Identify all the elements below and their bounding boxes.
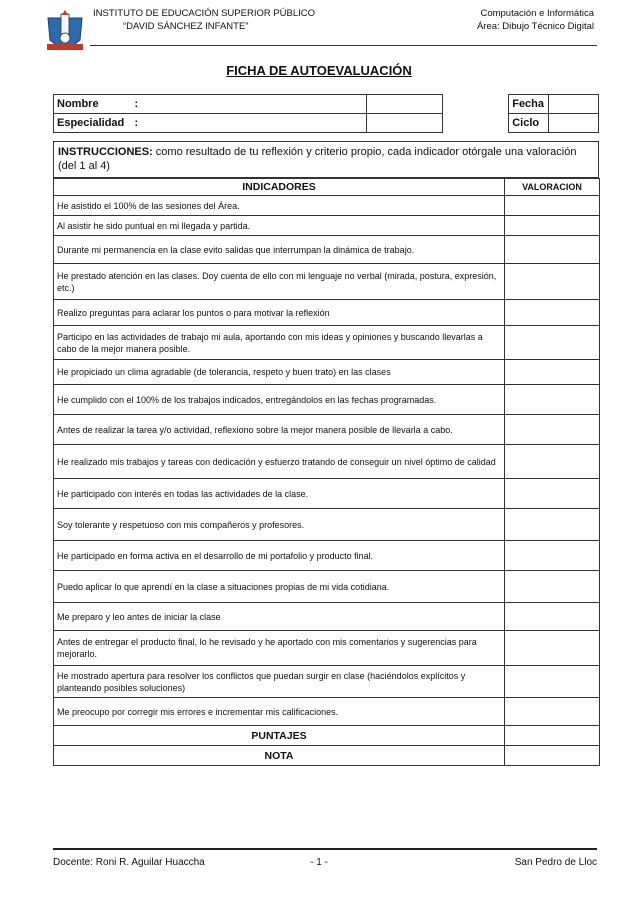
- indicator-score-cell[interactable]: [505, 300, 600, 326]
- name-row: [54, 95, 599, 114]
- grade-label: NOTA: [54, 746, 505, 766]
- indicator-row: [54, 445, 600, 479]
- indicator-score-cell[interactable]: [505, 360, 600, 385]
- indicator-score-cell[interactable]: [505, 541, 600, 571]
- institute-logo-icon: [44, 10, 86, 56]
- indicator-text: He participado en forma activa en el desarrollo de mi portafolio y producto final.: [54, 541, 505, 571]
- institution-subname: “DAVID SÁNCHEZ INFANTE”: [123, 21, 249, 32]
- indicator-score-cell[interactable]: [505, 415, 600, 445]
- grade-value-cell[interactable]: [505, 746, 600, 766]
- name-label: Nombre: [54, 95, 135, 114]
- indicator-row: [54, 666, 600, 698]
- indicator-row: [54, 360, 600, 385]
- student-info-table: [53, 94, 599, 133]
- indicators-table: [53, 178, 600, 766]
- institution-name: INSTITUTO DE EDUCACIÓN SUPERIOR PÚBLICO: [93, 8, 316, 19]
- indicator-score-cell[interactable]: [505, 631, 600, 666]
- total-scores-value-cell[interactable]: [505, 726, 600, 746]
- indicator-row: [54, 698, 600, 726]
- indicator-text: Antes de entregar el producto final, lo he revisado y he aportado con mis comentarios y sugerencias para mejorarlo.: [54, 631, 505, 666]
- name-colon: :: [135, 95, 367, 114]
- indicator-text: He asistido el 100% de las sesiones del Área.: [54, 196, 505, 216]
- specialty-label: Especialidad: [54, 114, 135, 133]
- indicator-text: Participo en las actividades de trabajo mi aula, aportando con mis ideas y opiniones y buscando llevarlas a cabo de la mejor manera posible.: [54, 326, 505, 360]
- indicator-text: Antes de realizar la tarea y/o actividad, reflexiono sobre la mejor manera posible de llevarla a cabo.: [54, 415, 505, 445]
- indicator-row: [54, 603, 600, 631]
- indicator-text: Al asistir he sido puntual en mi llegada y partida.: [54, 216, 505, 236]
- spacer-cell: [443, 95, 509, 114]
- indicator-score-cell[interactable]: [505, 509, 600, 541]
- specialty-row: [54, 114, 599, 133]
- teacher-name: Docente: Roni R. Aguilar Huaccha: [53, 857, 205, 868]
- name-field-extra[interactable]: [367, 95, 443, 114]
- indicator-text: He cumplido con el 100% de los trabajos indicados, entregándolos en las fechas programadas.: [54, 385, 505, 415]
- indicator-text: Soy tolerante y respetuoso con mis compañeros y profesores.: [54, 509, 505, 541]
- indicator-text: He propiciado un clima agradable (de tolerancia, respeto y buen trato) en las clases: [54, 360, 505, 385]
- indicator-text: Realizo preguntas para aclarar los puntos o para motivar la reflexión: [54, 300, 505, 326]
- grade-row: [54, 746, 600, 766]
- instructions-label: INSTRUCCIONES:: [58, 146, 153, 158]
- indicator-row: [54, 479, 600, 509]
- total-scores-row: [54, 726, 600, 746]
- instructions-text: como resultado de tu reflexión y criterio propio, cada indicador otórgale una valoración (del 1 al 4): [58, 146, 577, 172]
- instructions-box: [53, 141, 599, 178]
- indicator-row: [54, 385, 600, 415]
- spacer-cell: [443, 114, 509, 133]
- indicator-score-cell[interactable]: [505, 666, 600, 698]
- indicator-row: [54, 415, 600, 445]
- indicators-header-row: [54, 179, 600, 196]
- indicator-row: [54, 196, 600, 216]
- indicator-text: Puedo aplicar lo que aprendí en la clase a situaciones propias de mi vida cotidiana.: [54, 571, 505, 603]
- indicator-score-cell[interactable]: [505, 236, 600, 264]
- indicator-score-cell[interactable]: [505, 264, 600, 300]
- area-name: Área: Dibujo Técnico Digital: [476, 21, 594, 32]
- indicators-column-header: INDICADORES: [54, 179, 505, 196]
- indicator-text: He participado con interés en todas las actividades de la clase.: [54, 479, 505, 509]
- indicator-row: [54, 571, 600, 603]
- cycle-label: Ciclo: [509, 114, 549, 133]
- indicator-text: He prestado atención en las clases. Doy cuenta de ello con mi lenguaje no verbal (mirada, postura, expresión, etc.): [54, 264, 505, 300]
- indicator-row: [54, 631, 600, 666]
- indicator-score-cell[interactable]: [505, 196, 600, 216]
- footer-divider: [53, 848, 597, 850]
- indicator-score-cell[interactable]: [505, 571, 600, 603]
- indicator-row: [54, 236, 600, 264]
- indicator-score-cell[interactable]: [505, 445, 600, 479]
- indicator-row: [54, 216, 600, 236]
- indicator-score-cell[interactable]: [505, 479, 600, 509]
- location: San Pedro de Lloc: [514, 857, 597, 868]
- indicator-text: He mostrado apertura para resolver los conflictos que puedan surgir en clase (haciéndolos explícitos y planteando posibles soluciones): [54, 666, 505, 698]
- indicator-row: [54, 541, 600, 571]
- total-scores-label: PUNTAJES: [54, 726, 505, 746]
- indicator-text: Me preparo y leo antes de iniciar la clase: [54, 603, 505, 631]
- indicator-text: Durante mi permanencia en la clase evito salidas que interrumpan la dinámica de trabajo.: [54, 236, 505, 264]
- cycle-field[interactable]: [549, 114, 599, 133]
- indicator-row: [54, 264, 600, 300]
- indicator-row: [54, 300, 600, 326]
- indicator-text: He realizado mis trabajos y tareas con dedicación y esfuerzo tratando de conseguir un nivel óptimo de calidad: [54, 445, 505, 479]
- specialty-field-extra[interactable]: [367, 114, 443, 133]
- indicator-score-cell[interactable]: [505, 385, 600, 415]
- date-field[interactable]: [549, 95, 599, 114]
- indicator-score-cell[interactable]: [505, 326, 600, 360]
- indicator-score-cell[interactable]: [505, 216, 600, 236]
- value-column-header: VALORACION: [505, 179, 600, 196]
- indicator-row: [54, 509, 600, 541]
- page-number: - 1 -: [310, 857, 328, 868]
- indicator-text: Me preocupo por corregir mis errores e incrementar mis calificaciones.: [54, 698, 505, 726]
- indicator-row: [54, 326, 600, 360]
- program-name: Computación e Informática: [480, 8, 594, 19]
- date-label: Fecha: [509, 95, 549, 114]
- header-divider: [90, 45, 597, 46]
- indicator-score-cell[interactable]: [505, 603, 600, 631]
- specialty-colon: :: [135, 114, 367, 133]
- indicator-score-cell[interactable]: [505, 698, 600, 726]
- page-title: FICHA DE AUTOEVALUACIÓN: [226, 63, 412, 78]
